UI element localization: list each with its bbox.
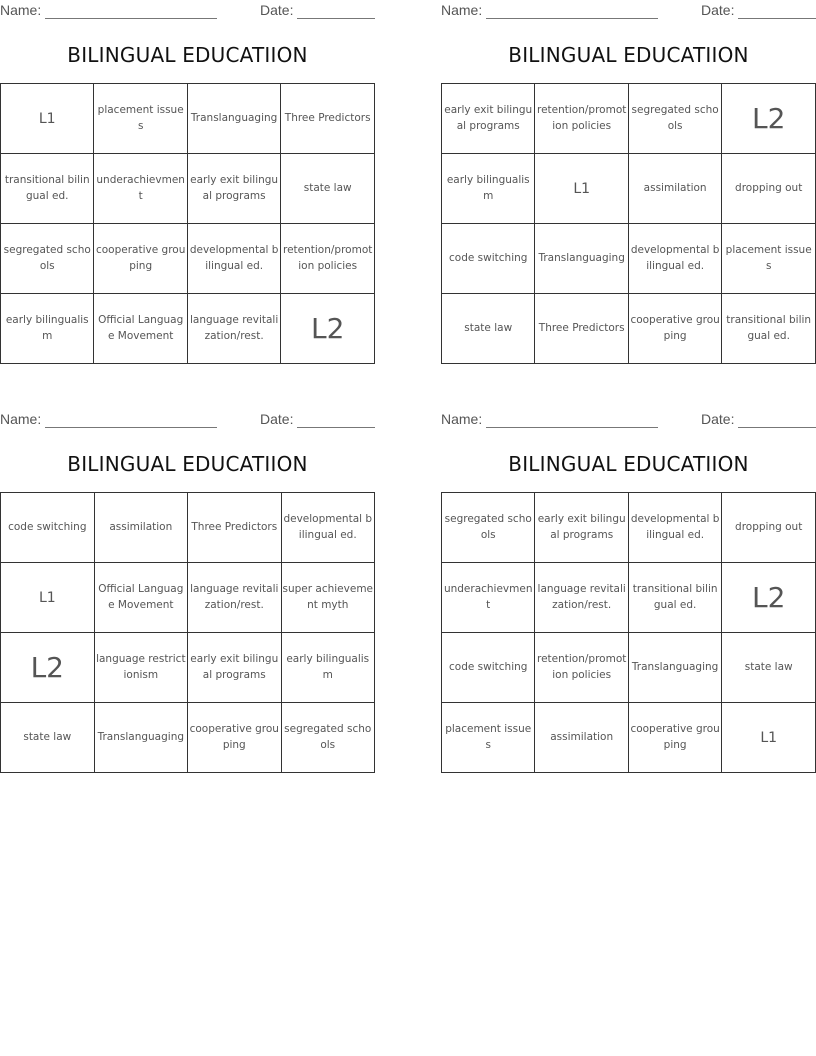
bingo-row bbox=[442, 493, 816, 563]
name-date-line bbox=[0, 0, 375, 20]
bingo-cell[interactable]: transitional bilingual ed. bbox=[628, 563, 721, 633]
bingo-cell[interactable]: underachievment bbox=[442, 563, 535, 633]
bingo-cell[interactable]: Three Predictors bbox=[281, 84, 375, 154]
bingo-row bbox=[442, 224, 816, 294]
date-label: Date: bbox=[260, 411, 294, 427]
bingo-cell[interactable]: cooperative grouping bbox=[94, 224, 187, 294]
bingo-cell[interactable]: language revitalization/rest. bbox=[188, 563, 281, 633]
bingo-cell[interactable]: L1 bbox=[535, 154, 628, 224]
bingo-cell[interactable]: cooperative grouping bbox=[628, 703, 721, 773]
bingo-cell[interactable]: L1 bbox=[722, 703, 816, 773]
bingo-cell[interactable]: L2 bbox=[281, 294, 375, 364]
bingo-cell[interactable]: developmental bilingual ed. bbox=[187, 224, 280, 294]
bingo-cell[interactable]: code switching bbox=[442, 224, 535, 294]
bingo-cell[interactable]: retention/promotion policies bbox=[281, 224, 375, 294]
bingo-cell[interactable]: segregated schools bbox=[1, 224, 94, 294]
bingo-cell[interactable]: assimilation bbox=[628, 154, 721, 224]
bingo-cell[interactable]: Official Language Movement bbox=[94, 294, 187, 364]
bingo-cell[interactable]: L2 bbox=[722, 84, 816, 154]
bingo-cell[interactable]: early bilingualism bbox=[1, 294, 94, 364]
bingo-cell[interactable]: developmental bilingual ed. bbox=[281, 493, 375, 563]
bingo-card bbox=[0, 0, 375, 360]
bingo-row bbox=[1, 154, 375, 224]
name-date-line bbox=[441, 0, 816, 20]
bingo-row bbox=[1, 563, 375, 633]
bingo-cell[interactable]: state law bbox=[722, 633, 816, 703]
bingo-cell[interactable]: dropping out bbox=[722, 154, 816, 224]
bingo-cell[interactable]: retention/promotion policies bbox=[535, 84, 628, 154]
card-title: BILINGUAL EDUCATIION bbox=[67, 452, 308, 476]
bingo-cell[interactable]: assimilation bbox=[535, 703, 628, 773]
bingo-cell[interactable]: early exit bilingual programs bbox=[187, 154, 280, 224]
bingo-cell[interactable]: early exit bilingual programs bbox=[442, 84, 535, 154]
bingo-cell[interactable]: L1 bbox=[1, 84, 94, 154]
bingo-cell[interactable]: early exit bilingual programs bbox=[535, 493, 628, 563]
bingo-row bbox=[1, 493, 375, 563]
bingo-cell[interactable]: L2 bbox=[1, 633, 95, 703]
bingo-cell[interactable]: language revitalization/rest. bbox=[535, 563, 628, 633]
bingo-cell[interactable]: segregated schools bbox=[628, 84, 721, 154]
bingo-cell[interactable]: Translanguaging bbox=[535, 224, 628, 294]
bingo-cell[interactable]: state law bbox=[442, 294, 535, 364]
bingo-cell[interactable]: placement issues bbox=[94, 84, 187, 154]
name-label: Name: bbox=[441, 411, 483, 427]
bingo-card bbox=[0, 409, 375, 769]
bingo-cell[interactable]: early bilingualism bbox=[281, 633, 375, 703]
name-label: Name: bbox=[0, 2, 42, 18]
bingo-row bbox=[442, 563, 816, 633]
bingo-row bbox=[442, 294, 816, 364]
bingo-cell[interactable]: developmental bilingual ed. bbox=[628, 224, 721, 294]
bingo-cell[interactable]: early exit bilingual programs bbox=[188, 633, 281, 703]
bingo-row bbox=[1, 633, 375, 703]
bingo-cell[interactable]: code switching bbox=[1, 493, 95, 563]
name-blank-line[interactable] bbox=[45, 18, 217, 19]
bingo-row bbox=[1, 703, 375, 773]
bingo-row bbox=[442, 703, 816, 773]
bingo-grid bbox=[0, 492, 375, 773]
bingo-cell[interactable]: language revitalization/rest. bbox=[187, 294, 280, 364]
bingo-cell[interactable]: placement issues bbox=[442, 703, 535, 773]
date-label: Date: bbox=[260, 2, 294, 18]
bingo-cell[interactable]: code switching bbox=[442, 633, 535, 703]
date-blank-line[interactable] bbox=[738, 427, 816, 428]
card-title: BILINGUAL EDUCATIION bbox=[508, 43, 749, 67]
bingo-row bbox=[1, 294, 375, 364]
bingo-card bbox=[441, 0, 816, 360]
bingo-card bbox=[441, 409, 816, 769]
bingo-cell[interactable]: placement issues bbox=[722, 224, 816, 294]
date-label: Date: bbox=[701, 411, 735, 427]
bingo-row bbox=[442, 633, 816, 703]
name-blank-line[interactable] bbox=[45, 427, 217, 428]
bingo-cell[interactable]: Translanguaging bbox=[628, 633, 721, 703]
bingo-cell[interactable]: cooperative grouping bbox=[628, 294, 721, 364]
bingo-cell[interactable]: transitional bilingual ed. bbox=[722, 294, 816, 364]
bingo-cell[interactable]: Translanguaging bbox=[94, 703, 187, 773]
date-blank-line[interactable] bbox=[297, 427, 375, 428]
bingo-cell[interactable]: super achievement myth bbox=[281, 563, 375, 633]
bingo-cell[interactable]: retention/promotion policies bbox=[535, 633, 628, 703]
date-blank-line[interactable] bbox=[738, 18, 816, 19]
card-title: BILINGUAL EDUCATIION bbox=[67, 43, 308, 67]
bingo-row bbox=[1, 224, 375, 294]
name-label: Name: bbox=[0, 411, 42, 427]
bingo-grid bbox=[441, 83, 816, 364]
name-blank-line[interactable] bbox=[486, 18, 658, 19]
bingo-cell[interactable]: early bilingualism bbox=[442, 154, 535, 224]
bingo-cell[interactable]: dropping out bbox=[722, 493, 816, 563]
name-label: Name: bbox=[441, 2, 483, 18]
bingo-cell[interactable]: Three Predictors bbox=[535, 294, 628, 364]
card-title: BILINGUAL EDUCATIION bbox=[508, 452, 749, 476]
bingo-cell[interactable]: segregated schools bbox=[442, 493, 535, 563]
date-label: Date: bbox=[701, 2, 735, 18]
name-blank-line[interactable] bbox=[486, 427, 658, 428]
name-date-line bbox=[0, 409, 375, 429]
bingo-cell[interactable]: Translanguaging bbox=[187, 84, 280, 154]
bingo-cell[interactable]: state law bbox=[281, 154, 375, 224]
bingo-grid bbox=[0, 83, 375, 364]
bingo-cell[interactable]: assimilation bbox=[94, 493, 187, 563]
bingo-cell[interactable]: L2 bbox=[722, 563, 816, 633]
bingo-cell[interactable]: L1 bbox=[1, 563, 95, 633]
bingo-row bbox=[1, 84, 375, 154]
date-blank-line[interactable] bbox=[297, 18, 375, 19]
bingo-cell[interactable]: transitional bilingual ed. bbox=[1, 154, 94, 224]
name-date-line bbox=[441, 409, 816, 429]
bingo-cell[interactable]: Three Predictors bbox=[188, 493, 281, 563]
bingo-row bbox=[442, 84, 816, 154]
bingo-cell[interactable]: underachievment bbox=[94, 154, 187, 224]
bingo-cell[interactable]: developmental bilingual ed. bbox=[628, 493, 721, 563]
bingo-cell[interactable]: segregated schools bbox=[281, 703, 375, 773]
bingo-cell[interactable]: language restrictionism bbox=[94, 633, 187, 703]
bingo-cell[interactable]: state law bbox=[1, 703, 95, 773]
bingo-cell[interactable]: Official Language Movement bbox=[94, 563, 187, 633]
bingo-cell[interactable]: cooperative grouping bbox=[188, 703, 281, 773]
bingo-grid bbox=[441, 492, 816, 773]
bingo-row bbox=[442, 154, 816, 224]
